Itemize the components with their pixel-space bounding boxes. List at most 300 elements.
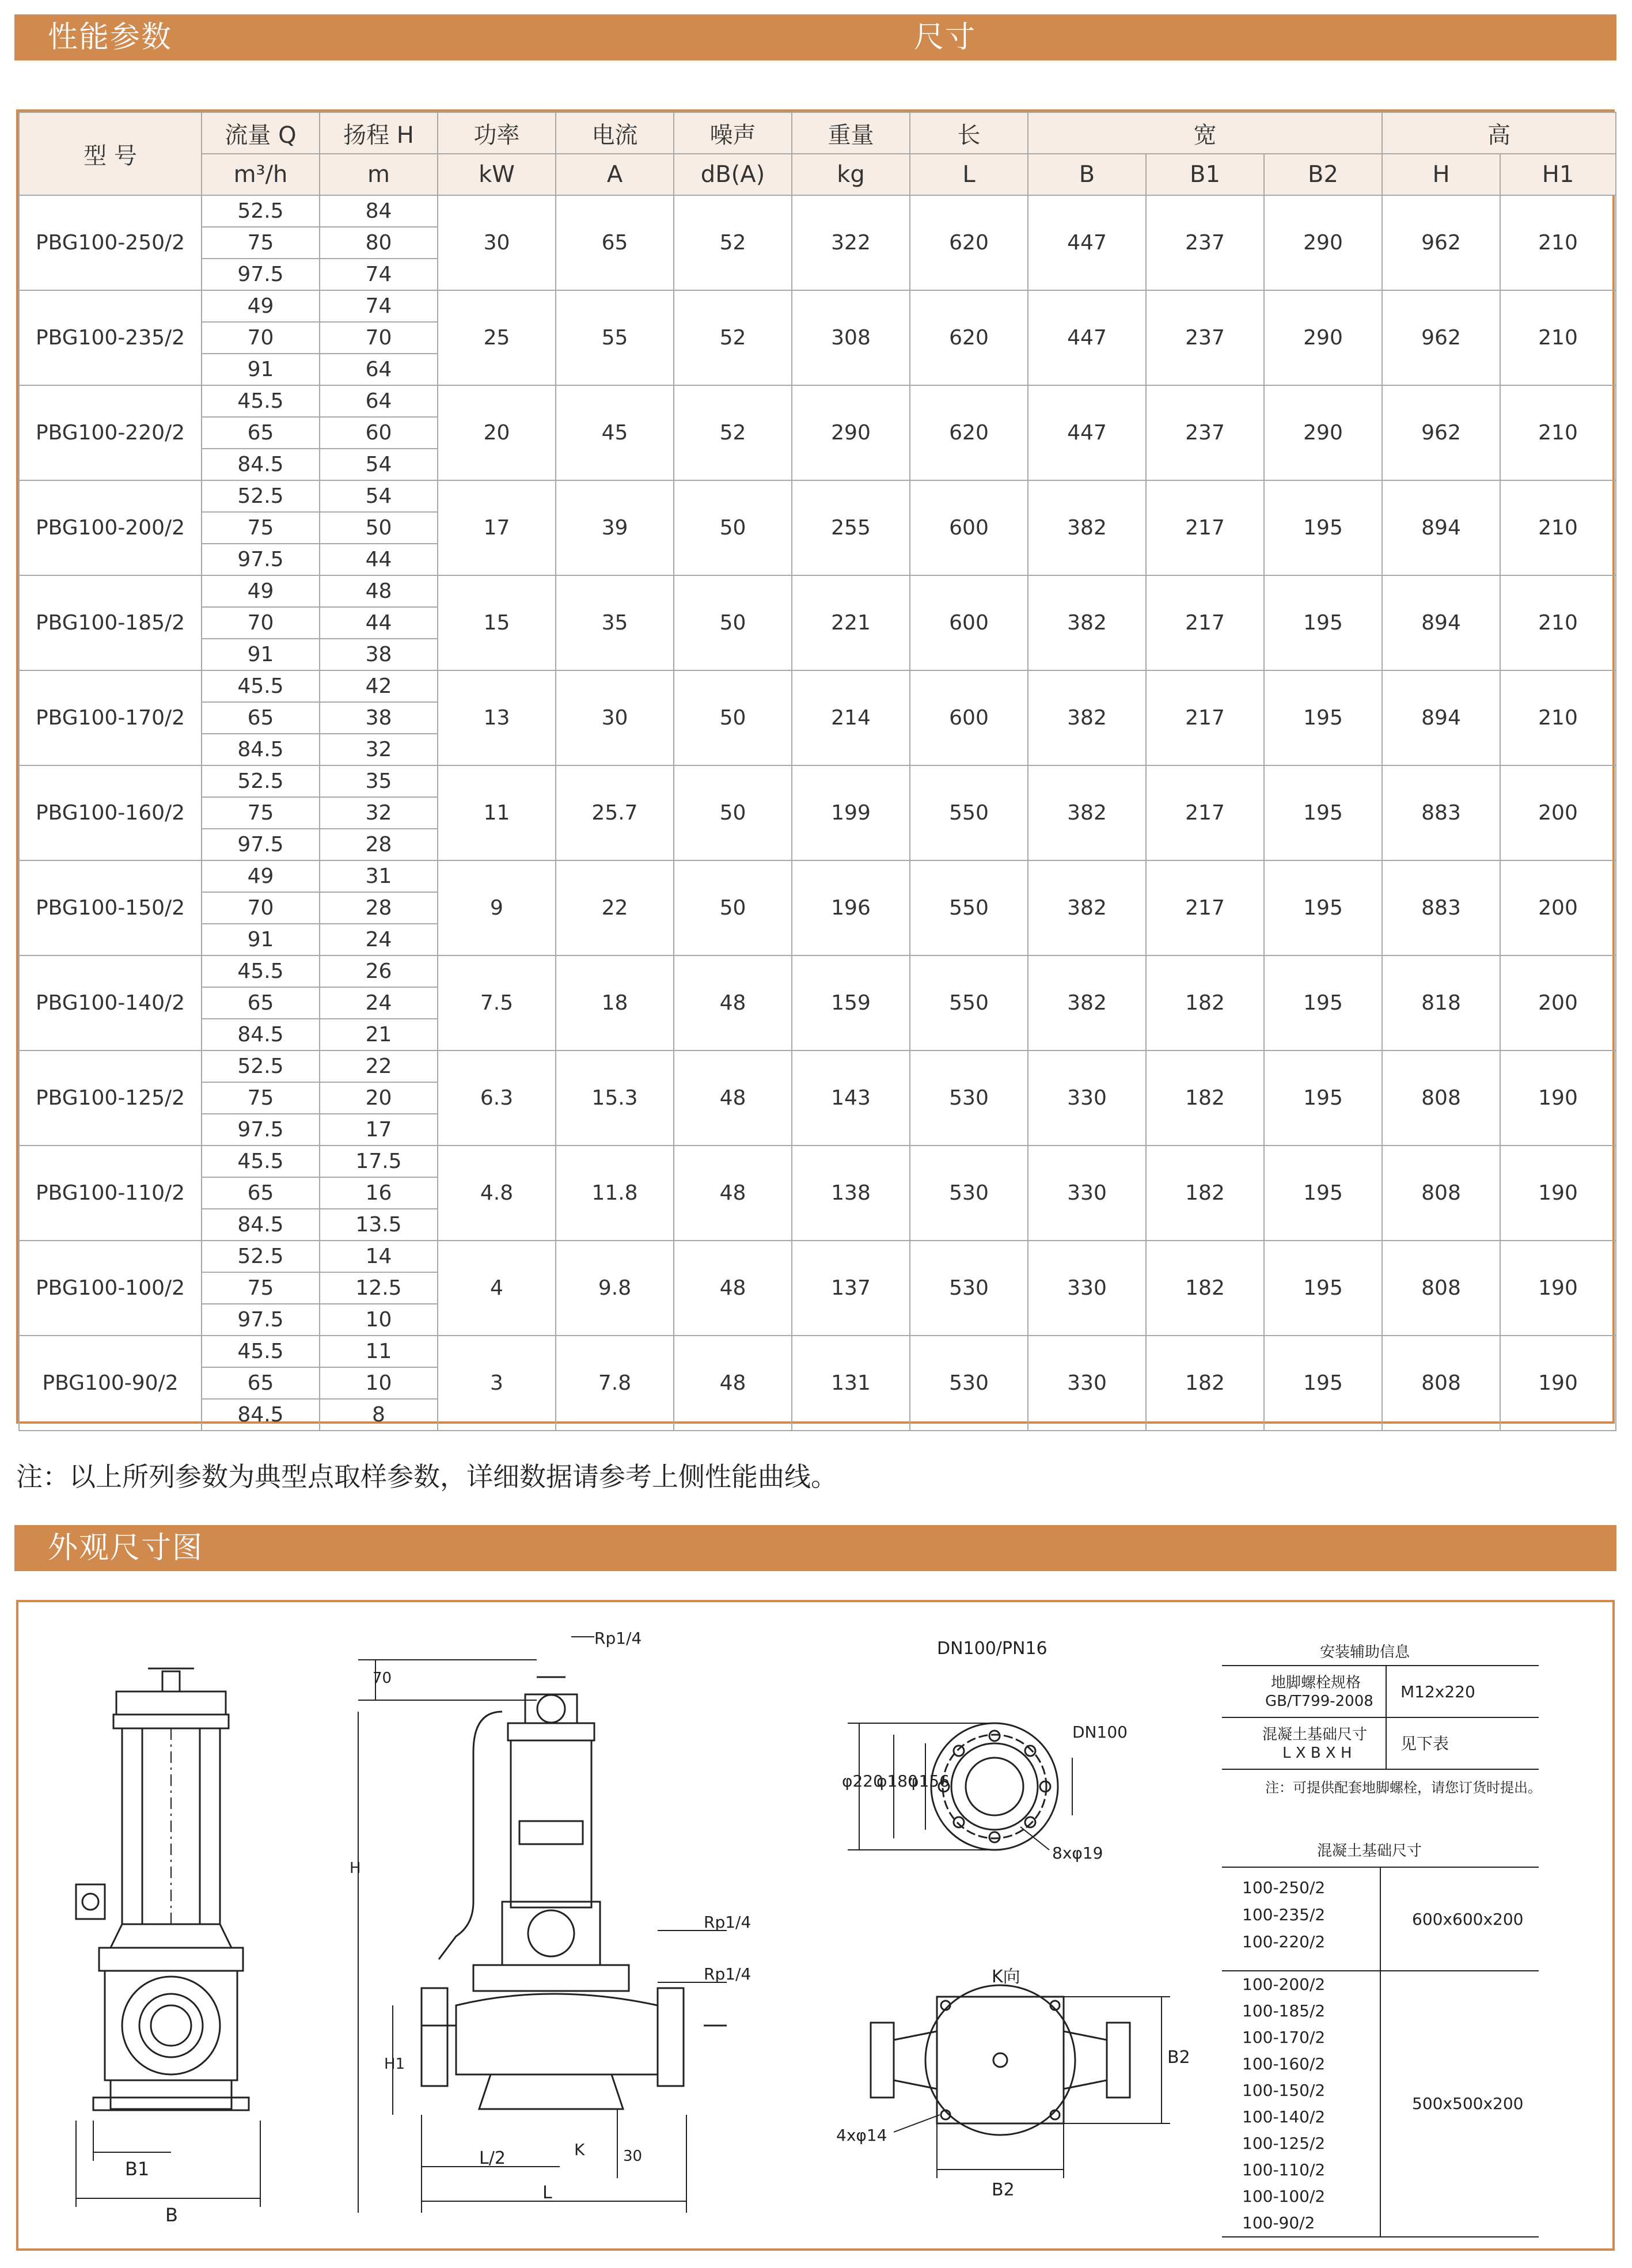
bolt-label-2: GB/T799-2008 (1265, 1693, 1373, 1710)
flow-cell: 97.5 (202, 829, 320, 860)
head-cell: 8 (320, 1399, 438, 1431)
b-cell: 330 (1028, 1241, 1146, 1336)
head-cell: 31 (320, 860, 438, 892)
dim-phi220: φ220 (842, 1772, 883, 1791)
l-cell: 550 (910, 860, 1028, 955)
kg-cell: 131 (792, 1336, 910, 1431)
kg-cell: 199 (792, 765, 910, 860)
model-cell: PBG100-140/2 (19, 955, 202, 1050)
head-cell: 64 (320, 354, 438, 385)
model-cell: PBG100-185/2 (19, 575, 202, 670)
dim-30: 30 (623, 2148, 643, 2165)
kw-cell: 9 (438, 860, 556, 955)
head-cell: 48 (320, 575, 438, 607)
h-cell: 818 (1382, 955, 1500, 1050)
header-weight: 重量 (792, 112, 910, 154)
header-current: 电流 (556, 112, 674, 154)
dim-phi180: φ180 (876, 1772, 918, 1791)
b-cell: 382 (1028, 765, 1146, 860)
header-noise: 噪声 (674, 112, 792, 154)
head-cell: 44 (320, 544, 438, 575)
h-cell: 883 (1382, 765, 1500, 860)
table-row (19, 290, 1616, 322)
head-cell: 17 (320, 1114, 438, 1146)
a-cell: 9.8 (556, 1241, 674, 1336)
b1-cell: 182 (1146, 1241, 1264, 1336)
l-cell: 550 (910, 765, 1028, 860)
k-view-base (871, 1985, 1130, 2135)
b-cell: 382 (1028, 480, 1146, 575)
head-cell: 16 (320, 1177, 438, 1209)
db-cell: 48 (674, 955, 792, 1050)
a-cell: 18 (556, 955, 674, 1050)
base-model-label: 100-100/2 (1242, 2187, 1326, 2206)
model-cell: PBG100-125/2 (19, 1050, 202, 1146)
l-cell: 600 (910, 575, 1028, 670)
head-cell: 74 (320, 290, 438, 322)
header-width: 宽 (1028, 112, 1382, 154)
kg-cell: 290 (792, 385, 910, 480)
flow-cell: 49 (202, 575, 320, 607)
h1-cell: 210 (1500, 575, 1616, 670)
l-cell: 530 (910, 1146, 1028, 1241)
table-row (19, 1241, 1616, 1272)
header-head: 扬程 H (320, 112, 438, 154)
b-cell: 382 (1028, 955, 1146, 1050)
db-cell: 48 (674, 1336, 792, 1431)
h-cell: 808 (1382, 1241, 1500, 1336)
head-cell: 12.5 (320, 1272, 438, 1304)
flow-cell: 49 (202, 860, 320, 892)
head-cell: 22 (320, 1050, 438, 1082)
dim-70: 70 (373, 1670, 392, 1687)
kg-cell: 308 (792, 290, 910, 385)
b-cell: 447 (1028, 195, 1146, 290)
header-model: 型 号 (19, 112, 202, 195)
b-cell: 330 (1028, 1050, 1146, 1146)
head-cell: 42 (320, 670, 438, 702)
b-cell: 447 (1028, 290, 1146, 385)
kw-cell: 7.5 (438, 955, 556, 1050)
a-cell: 7.8 (556, 1336, 674, 1431)
b-cell: 447 (1028, 385, 1146, 480)
flow-cell: 65 (202, 1367, 320, 1399)
a-cell: 22 (556, 860, 674, 955)
b-cell: 382 (1028, 575, 1146, 670)
dim-H1: H1 (384, 2055, 405, 2073)
base-label-2: L X B X H (1282, 1744, 1352, 1762)
h-cell: 894 (1382, 670, 1500, 765)
kw-cell: 17 (438, 480, 556, 575)
flow-cell: 70 (202, 892, 320, 924)
base-model-label: 100-125/2 (1242, 2134, 1326, 2153)
model-cell: PBG100-200/2 (19, 480, 202, 575)
h-cell: 808 (1382, 1336, 1500, 1431)
kg-cell: 138 (792, 1146, 910, 1241)
install-title: 安装辅助信息 (1320, 1644, 1410, 1661)
flow-cell: 75 (202, 512, 320, 544)
h1-cell: 200 (1500, 765, 1616, 860)
model-cell: PBG100-235/2 (19, 290, 202, 385)
db-cell: 48 (674, 1146, 792, 1241)
dimension-drawing (18, 1602, 1612, 2248)
flow-cell: 91 (202, 354, 320, 385)
header-height: 高 (1382, 112, 1616, 154)
a-cell: 11.8 (556, 1146, 674, 1241)
h1-cell: 210 (1500, 290, 1616, 385)
head-cell: 10 (320, 1304, 438, 1336)
table-row (19, 195, 1616, 227)
head-cell: 24 (320, 987, 438, 1019)
db-cell: 48 (674, 1050, 792, 1146)
base-group-2 (1242, 1975, 1325, 2232)
head-cell: 50 (320, 512, 438, 544)
base-model-label: 100-150/2 (1242, 2081, 1326, 2100)
head-cell: 54 (320, 480, 438, 512)
kw-cell: 3 (438, 1336, 556, 1431)
l-cell: 550 (910, 955, 1028, 1050)
h1-cell: 200 (1500, 955, 1616, 1050)
unit-noise: dB(A) (674, 154, 792, 195)
bolt-value: M12x220 (1401, 1682, 1475, 1701)
kw-cell: 4.8 (438, 1146, 556, 1241)
base-value: 见下表 (1401, 1734, 1449, 1753)
flow-cell: 84.5 (202, 1209, 320, 1241)
h1-cell: 190 (1500, 1241, 1616, 1336)
unit-H: H (1382, 154, 1500, 195)
section-title-performance: 性能参数 (48, 20, 173, 55)
model-cell: PBG100-220/2 (19, 385, 202, 480)
label-8-holes: 8xφ19 (1052, 1844, 1103, 1863)
appearance-header-bar (14, 1525, 1616, 1571)
dim-K: K (574, 2140, 585, 2159)
flow-cell: 97.5 (202, 259, 320, 290)
pump-side-view (422, 1677, 684, 2109)
unit-B2: B2 (1264, 154, 1382, 195)
base-group-2-value: 500x500x200 (1412, 2094, 1524, 2113)
unit-B1: B1 (1146, 154, 1264, 195)
table-row (19, 1050, 1616, 1082)
unit-H1: H1 (1500, 154, 1616, 195)
dimension-drawing-frame (16, 1600, 1615, 2251)
header-flow: 流量 Q (202, 112, 320, 154)
flow-cell: 65 (202, 417, 320, 449)
b2-cell: 195 (1264, 575, 1382, 670)
install-note: 注：可提供配套地脚螺栓，请您订货时提出。 (1265, 1780, 1542, 1796)
head-cell: 17.5 (320, 1146, 438, 1177)
front-view-dimensions (76, 2121, 260, 2207)
flow-cell: 97.5 (202, 1114, 320, 1146)
flow-cell: 75 (202, 1272, 320, 1304)
l-cell: 530 (910, 1336, 1028, 1431)
kw-cell: 25 (438, 290, 556, 385)
header-length: 长 (910, 112, 1028, 154)
b2-cell: 290 (1264, 290, 1382, 385)
h1-cell: 200 (1500, 860, 1616, 955)
model-cell: PBG100-170/2 (19, 670, 202, 765)
kg-cell: 221 (792, 575, 910, 670)
head-cell: 35 (320, 765, 438, 797)
a-cell: 25.7 (556, 765, 674, 860)
kw-cell: 13 (438, 670, 556, 765)
flow-cell: 70 (202, 322, 320, 354)
l-cell: 600 (910, 670, 1028, 765)
label-k-view: K向 (992, 1967, 1020, 1987)
b1-cell: 182 (1146, 1336, 1264, 1431)
db-cell: 50 (674, 860, 792, 955)
dim-B1: B1 (125, 2158, 150, 2180)
h-cell: 808 (1382, 1050, 1500, 1146)
base-model-label: 100-220/2 (1242, 1932, 1326, 1951)
kg-cell: 214 (792, 670, 910, 765)
b1-cell: 237 (1146, 195, 1264, 290)
a-cell: 55 (556, 290, 674, 385)
head-cell: 10 (320, 1367, 438, 1399)
header-power: 功率 (438, 112, 556, 154)
a-cell: 65 (556, 195, 674, 290)
flow-cell: 45.5 (202, 670, 320, 702)
b2-cell: 195 (1264, 765, 1382, 860)
head-cell: 32 (320, 734, 438, 765)
base-model-label: 100-90/2 (1242, 2213, 1315, 2232)
base-table-title: 混凝土基础尺寸 (1317, 1842, 1422, 1860)
base-model-label: 100-200/2 (1242, 1975, 1326, 1994)
head-cell: 54 (320, 449, 438, 480)
flow-cell: 45.5 (202, 1146, 320, 1177)
section-title-appearance: 外观尺寸图 (48, 1531, 204, 1565)
base-model-label: 100-170/2 (1242, 2028, 1326, 2047)
flow-cell: 52.5 (202, 480, 320, 512)
a-cell: 30 (556, 670, 674, 765)
unit-current: A (556, 154, 674, 195)
head-cell: 28 (320, 829, 438, 860)
head-cell: 11 (320, 1336, 438, 1367)
kg-cell: 255 (792, 480, 910, 575)
h1-cell: 190 (1500, 1336, 1616, 1431)
db-cell: 50 (674, 480, 792, 575)
db-cell: 50 (674, 670, 792, 765)
flow-cell: 45.5 (202, 385, 320, 417)
dim-H: H (350, 1860, 361, 1877)
b2-cell: 195 (1264, 1336, 1382, 1431)
a-cell: 15.3 (556, 1050, 674, 1146)
table-row (19, 765, 1616, 797)
head-cell: 26 (320, 955, 438, 987)
base-model-label: 100-110/2 (1242, 2160, 1326, 2179)
head-cell: 21 (320, 1019, 438, 1050)
kw-cell: 15 (438, 575, 556, 670)
b2-cell: 195 (1264, 860, 1382, 955)
flow-cell: 75 (202, 1082, 320, 1114)
kw-cell: 30 (438, 195, 556, 290)
pump-front-view (76, 1668, 249, 2110)
b1-cell: 217 (1146, 480, 1264, 575)
head-cell: 60 (320, 417, 438, 449)
flow-cell: 75 (202, 797, 320, 829)
head-cell: 38 (320, 702, 438, 734)
db-cell: 50 (674, 575, 792, 670)
label-dn-pn: DN100/PN16 (937, 1639, 1047, 1659)
db-cell: 48 (674, 1241, 792, 1336)
flow-cell: 49 (202, 290, 320, 322)
flow-cell: 97.5 (202, 544, 320, 575)
b2-cell: 195 (1264, 1050, 1382, 1146)
label-rp-low: Rp1/4 (704, 1964, 752, 1983)
unit-L: L (910, 154, 1028, 195)
a-cell: 35 (556, 575, 674, 670)
unit-weight: kg (792, 154, 910, 195)
h-cell: 894 (1382, 480, 1500, 575)
h1-cell: 190 (1500, 1050, 1616, 1146)
kg-cell: 196 (792, 860, 910, 955)
dim-L: L (542, 2183, 552, 2203)
l-cell: 600 (910, 480, 1028, 575)
kw-cell: 6.3 (438, 1050, 556, 1146)
flow-cell: 91 (202, 639, 320, 670)
b1-cell: 217 (1146, 860, 1264, 955)
b1-cell: 182 (1146, 1050, 1264, 1146)
l-cell: 620 (910, 195, 1028, 290)
a-cell: 45 (556, 385, 674, 480)
head-cell: 44 (320, 607, 438, 639)
table-row (19, 1146, 1616, 1177)
base-model-label: 100-185/2 (1242, 2001, 1326, 2020)
flow-cell: 91 (202, 924, 320, 955)
head-cell: 20 (320, 1082, 438, 1114)
base-model-label: 100-250/2 (1242, 1878, 1326, 1897)
label-rp-mid: Rp1/4 (704, 1913, 752, 1932)
kw-cell: 20 (438, 385, 556, 480)
base-label-1: 混凝土基础尺寸 (1262, 1726, 1368, 1743)
performance-table-frame (16, 109, 1615, 1427)
flange-view (931, 1723, 1058, 1850)
flow-cell: 52.5 (202, 195, 320, 227)
head-cell: 13.5 (320, 1209, 438, 1241)
dim-phi156: φ156 (908, 1772, 950, 1791)
h1-cell: 190 (1500, 1146, 1616, 1241)
model-cell: PBG100-250/2 (19, 195, 202, 290)
h1-cell: 210 (1500, 385, 1616, 480)
dim-B: B (165, 2204, 178, 2226)
b2-cell: 195 (1264, 955, 1382, 1050)
flow-cell: 45.5 (202, 1336, 320, 1367)
b-cell: 382 (1028, 860, 1146, 955)
flow-cell: 65 (202, 987, 320, 1019)
flow-cell: 84.5 (202, 1019, 320, 1050)
b-cell: 330 (1028, 1336, 1146, 1431)
l-cell: 620 (910, 290, 1028, 385)
table-row (19, 385, 1616, 417)
table-row (19, 1336, 1616, 1367)
table-note: 注：以上所列参数为典型点取样参数，详细数据请参考上侧性能曲线。 (16, 1461, 837, 1492)
b2-cell: 290 (1264, 385, 1382, 480)
b1-cell: 217 (1146, 575, 1264, 670)
model-cell: PBG100-160/2 (19, 765, 202, 860)
b2-cell: 195 (1264, 480, 1382, 575)
flow-cell: 52.5 (202, 1241, 320, 1272)
table-row (19, 480, 1616, 512)
dim-B2-side: B2 (1167, 2047, 1190, 2068)
flow-cell: 84.5 (202, 449, 320, 480)
flow-cell: 52.5 (202, 1050, 320, 1082)
b1-cell: 217 (1146, 670, 1264, 765)
head-cell: 38 (320, 639, 438, 670)
unit-flow: m³/h (202, 154, 320, 195)
flow-cell: 70 (202, 607, 320, 639)
b1-cell: 182 (1146, 955, 1264, 1050)
base-model-label: 100-160/2 (1242, 2054, 1326, 2073)
db-cell: 52 (674, 195, 792, 290)
head-cell: 80 (320, 227, 438, 259)
b2-cell: 195 (1264, 1146, 1382, 1241)
performance-header-bar (14, 14, 1616, 60)
h-cell: 883 (1382, 860, 1500, 955)
b1-cell: 237 (1146, 385, 1264, 480)
db-cell: 52 (674, 385, 792, 480)
dim-B2-bottom: B2 (992, 2180, 1015, 2200)
h-cell: 962 (1382, 385, 1500, 480)
a-cell: 39 (556, 480, 674, 575)
l-cell: 530 (910, 1241, 1028, 1336)
model-cell: PBG100-90/2 (19, 1336, 202, 1431)
label-rp-top: Rp1/4 (594, 1629, 642, 1648)
table-row (19, 860, 1616, 892)
head-cell: 64 (320, 385, 438, 417)
b1-cell: 217 (1146, 765, 1264, 860)
model-cell: PBG100-110/2 (19, 1146, 202, 1241)
h1-cell: 210 (1500, 670, 1616, 765)
flow-cell: 65 (202, 1177, 320, 1209)
base-model-label: 100-235/2 (1242, 1905, 1326, 1924)
label-4-holes: 4xφ14 (836, 2126, 887, 2145)
model-cell: PBG100-100/2 (19, 1241, 202, 1336)
b2-cell: 195 (1264, 670, 1382, 765)
h-cell: 962 (1382, 195, 1500, 290)
head-cell: 32 (320, 797, 438, 829)
flow-cell: 75 (202, 227, 320, 259)
section-title-dimensions: 尺寸 (914, 20, 977, 55)
base-group-1-value: 600x600x200 (1412, 1910, 1524, 1929)
dim-L-half: L/2 (479, 2148, 506, 2168)
head-cell: 70 (320, 322, 438, 354)
h-cell: 808 (1382, 1146, 1500, 1241)
head-cell: 14 (320, 1241, 438, 1272)
kg-cell: 137 (792, 1241, 910, 1336)
head-cell: 74 (320, 259, 438, 290)
unit-power: kW (438, 154, 556, 195)
flow-cell: 84.5 (202, 1399, 320, 1431)
table-row (19, 670, 1616, 702)
performance-table (18, 112, 1616, 1431)
b2-cell: 195 (1264, 1241, 1382, 1336)
b2-cell: 290 (1264, 195, 1382, 290)
head-cell: 84 (320, 195, 438, 227)
flow-cell: 52.5 (202, 765, 320, 797)
label-dn100: DN100 (1072, 1723, 1128, 1742)
unit-B: B (1028, 154, 1146, 195)
base-group-1 (1242, 1878, 1325, 1951)
kg-cell: 159 (792, 955, 910, 1050)
db-cell: 52 (674, 290, 792, 385)
unit-head: m (320, 154, 438, 195)
kw-cell: 11 (438, 765, 556, 860)
head-cell: 24 (320, 924, 438, 955)
l-cell: 620 (910, 385, 1028, 480)
db-cell: 50 (674, 765, 792, 860)
l-cell: 530 (910, 1050, 1028, 1146)
h1-cell: 210 (1500, 195, 1616, 290)
model-cell: PBG100-150/2 (19, 860, 202, 955)
